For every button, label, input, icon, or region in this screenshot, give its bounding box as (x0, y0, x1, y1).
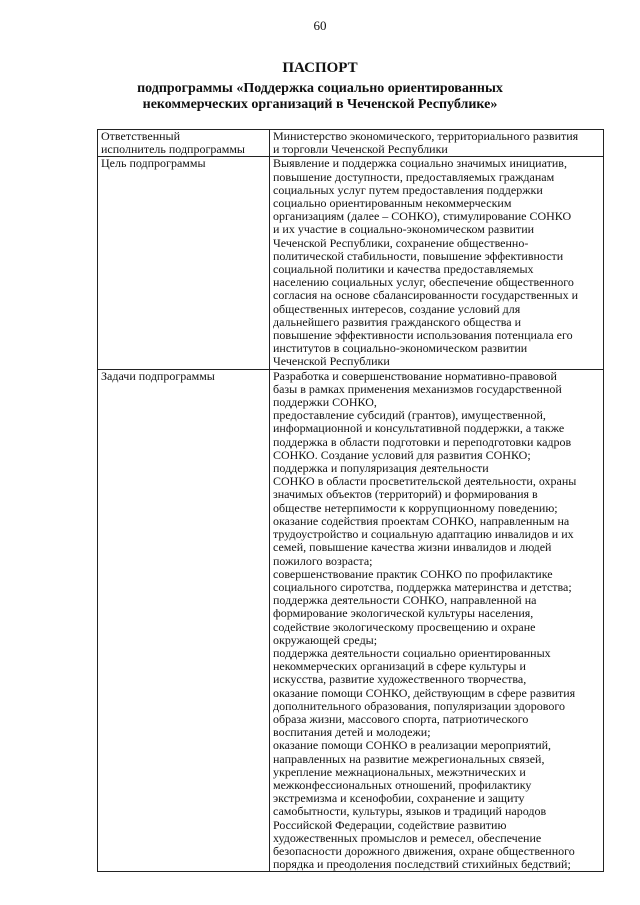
row-value-line: искусства, развитие художественного творчества, (273, 672, 527, 687)
row-label-line: Задачи подпрограммы (101, 368, 215, 383)
row-value-line: воспитания детей и молодежи; (273, 725, 431, 740)
row-value-line: политической стабильности, повышение эффективности (273, 248, 564, 263)
passport-row (98, 369, 604, 872)
document-subtitle (0, 81, 640, 113)
row-value-line: формирование экологической культуры населения, (273, 606, 534, 621)
row-value-line: поддержка в области подготовки и переподготовки кадров (273, 434, 572, 449)
row-value-line: совершенствование практик СОНКО по профилактике (273, 566, 553, 581)
row-value-line: населению социальных услуг, обеспечение общественного (273, 275, 574, 290)
row-value-line: Российской Федерации, содействие развитию (273, 817, 507, 832)
row-value-line: укрепление межнациональных, межэтнических и (273, 764, 526, 779)
page-number: 60 (313, 18, 327, 33)
row-value-line: предоставление субсидий (грантов), имущественной, (273, 408, 546, 423)
row-value-line: повышение эффективности использования потенциала его (273, 328, 573, 343)
row-value-line: Выявление и поддержка социально значимых инициатив, (273, 156, 567, 171)
row-value-line: поддержки СОНКО, (273, 395, 377, 410)
row-label-line: Цель подпрограммы (101, 156, 206, 171)
row-value-line: информационной и консультативной поддержки, а также (273, 421, 565, 436)
row-value-line: содействие экологическому просвещению и охране (273, 619, 536, 634)
row-value-line: направленных на развитие межрегиональных связей, (273, 751, 545, 766)
subtitle-line: некоммерческих организаций в Чеченской Республике» (142, 97, 498, 112)
row-value-line: поддержка и популяризация деятельности (273, 461, 489, 476)
row-label-cell (98, 369, 270, 872)
row-label-cell (98, 157, 270, 369)
row-value-line: организациям (далее – СОНКО), стимулирование СОНКО (273, 209, 572, 224)
row-value-line: образа жизни, массового спорта, патриотического (273, 711, 529, 726)
row-value-line: окружающей среды; (273, 632, 378, 647)
passport-row (98, 130, 604, 157)
row-value-line: Министерство экономического, территориального развития (273, 129, 579, 143)
row-value-line: социального сиротства, поддержка материнства и детства; (273, 579, 572, 594)
row-value-line: социально ориентированным некоммерческим (273, 196, 512, 211)
row-label-line: исполнитель подпрограммы (101, 142, 245, 157)
row-value-line: и торговли Чеченской Республики (273, 142, 448, 157)
row-value-line: СОНКО. Создание условий для развития СОНКО; (273, 447, 531, 462)
row-value-line: обществе нетерпимости к коррупционному поведению; (273, 500, 558, 515)
row-value-line: повышение доступности, предоставляемых гражданам (273, 169, 555, 184)
row-value-line: социальных услуг путем предоставления поддержки (273, 182, 543, 197)
row-value-line: некоммерческих организаций в сфере культуры и (273, 659, 526, 674)
row-value-line: пожилого возраста; (273, 553, 373, 568)
row-value-line: экстремизма и ксенофобии, сохранение и защиту (273, 791, 525, 806)
row-value-line: безопасности дорожного движения, охране общественного (273, 843, 575, 858)
row-value-line: художественных промыслов и ремесел, обеспечение (273, 830, 542, 845)
document-title: ПАСПОРТ (282, 60, 358, 76)
row-value-line: оказание помощи СОНКО в реализации мероприятий, (273, 738, 552, 753)
passport-row (98, 157, 604, 369)
row-value-line: социальной политики и качества предоставляемых (273, 262, 534, 277)
row-value-line: самобытности, культуры, языков и традиций народов (273, 804, 547, 819)
row-value-line: Чеченской Республики, сохранение общественно- (273, 235, 529, 250)
row-value-line: оказание помощи СОНКО, действующим в сфере развития (273, 685, 576, 700)
row-value-line: дальнейшего развития гражданского общества и (273, 314, 522, 329)
subtitle-line: подпрограммы «Поддержка социально ориентированных (137, 81, 503, 96)
row-value-line: Разработка и совершенствование нормативно-правовой (273, 368, 557, 383)
row-value-line: базы в рамках применения механизмов государственной (273, 381, 562, 396)
row-value-line: поддержка деятельности социально ориентированных (273, 645, 551, 660)
row-value-line: порядка и преодоления последствий стихийных бедствий; (273, 857, 571, 872)
row-value-line: дополнительного образования, популяризации здорового (273, 698, 565, 713)
passport-table (97, 129, 604, 872)
row-value-line: межконфессиональных отношений, профилактику (273, 777, 532, 792)
row-value-cell (270, 157, 604, 369)
row-value-line: согласия на основе сбалансированности государственных и (273, 288, 578, 303)
row-value-line: трудоустройство и социальную адаптацию инвалидов и их (273, 527, 574, 542)
row-value-line: общественных интересов, создание условий для (273, 301, 521, 316)
row-value-line: оказание содействия проектам СОНКО, направленным на (273, 513, 570, 528)
passport-table-body (98, 130, 604, 872)
row-value-line: и их участие в социально-экономическом развитии (273, 222, 535, 237)
row-value-line: семей, повышение качества жизни инвалидов и людей (273, 540, 552, 555)
row-value-line: Чеченской Республики (273, 354, 390, 369)
row-value-line: поддержка деятельности СОНКО, направленной на (273, 593, 537, 608)
row-label-cell (98, 130, 270, 157)
row-value-line: институтов в социально-экономическом развитии (273, 341, 528, 356)
row-value-line: СОНКО в области просветительской деятельности, охраны (273, 474, 577, 489)
row-label-line: Ответственный (101, 129, 181, 143)
row-value-cell (270, 130, 604, 157)
row-value-cell (270, 369, 604, 872)
row-value-line: значимых объектов (территорий) и формирования в (273, 487, 538, 502)
